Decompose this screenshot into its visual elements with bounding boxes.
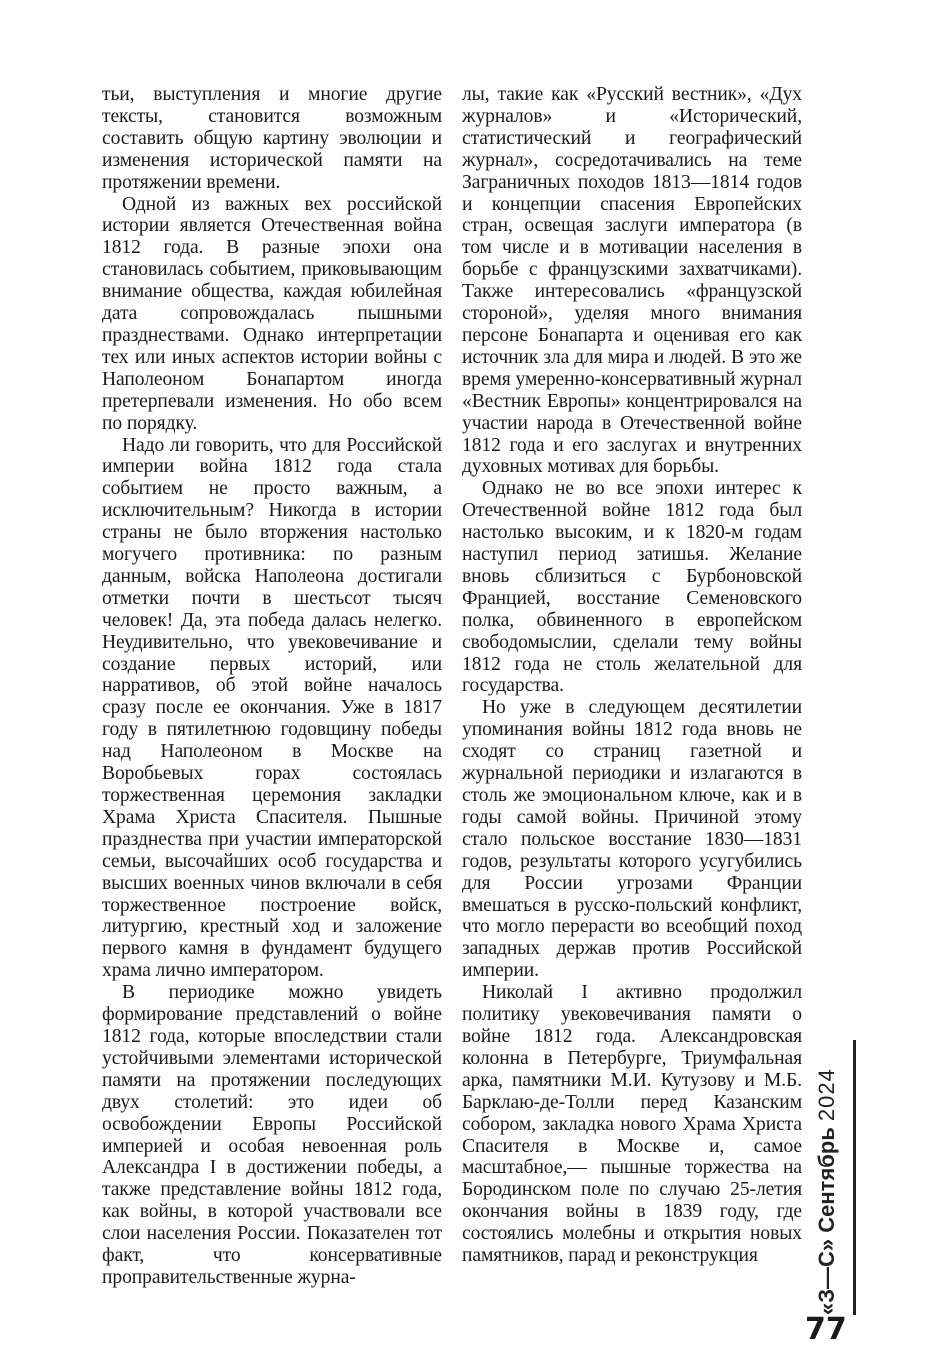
left-column — [102, 84, 442, 1289]
side-running-label — [805, 1035, 849, 1315]
paragraph: лы, такие как «Русский вестник», «Дух журналов» и «Исторический, статистический и географический журнал», сосредотачивались на теме Заграничных походов 1813—1814 годов и концепции спасения Европейских стран, освещая заслуги императора (в том числе и в мотивации населения в борьбе с французскими захватчиками). Также интересовались «французской стороной», уделяя много внимания персоне Бонапарта и оценивая его как источник зла для мира и людей. В это же время умеренно-консервативный журнал «Вестник Европы» концентрировался на участии народа в Отечественной войне 1812 года и его заслугах и внутренних духовных мотивах для борьбы. — [462, 84, 802, 478]
issue-month: Сентябрь — [814, 1127, 839, 1233]
paragraph: Николай I активно продолжил политику увековечивания памяти о войне 1812 года. Александровская колонна в Петербурге, Триумфальная арка, памятники М.И. Кутузову и М.Б. Барклаю-де-Толли перед Казанским собором, закладка нового Храма Христа Спасителя в Москве и, самое масштабное,— пышные торжества на Бородинском поле по случаю 25-летия окончания войны в 1839 году, где состоялись молебны и открытия новых памятников, парад и реконструкция — [462, 982, 802, 1267]
right-column — [462, 84, 802, 1267]
paragraph: Одной из важных вех российской истории является Отечественная война 1812 года. В разные эпохи она становилась событием, приковывающим внимание общества, каждая юбилейная дата сопровождалась пышными празднествами. Однако интерпретации тех или иных аспектов истории войны с Наполеоном Бонапартом иногда претерпевали изменения. Но обо всем по порядку. — [102, 193, 442, 434]
page-number: 77 — [805, 1312, 847, 1347]
paragraph: В периодике можно увидеть формирование представлений о войне 1812 года, которые впоследствии стали устойчивыми элементами исторической памяти на протяжении последующих двух столетий: это идеи об освобождении Европы Российской империей и особая невоенная роль Александра I в достижении победы, а также представление войны 1812 года, как войны, в которой участвовали все слои населения России. Показателен тот факт, что консервативные проправительственные журна- — [102, 982, 442, 1288]
paragraph: Надо ли говорить, что для Российской империи война 1812 года стала событием не просто важным, а исключительным? Никогда в истории страны не было вторжения настолько могучего противника: по разным данным, войска Наполеона достигали отметки почти в шестьсот тысяч человек! Да, эта победа далась нелегко. Неудивительно, что увековечивание и создание первых историй, или нарративов, об этой войне началось сразу после ее окончания. Уже в 1817 году в пятилетнюю годовщину победы над Наполеоном в Москве на Воробьевых горах состоялась торжественная церемония закладки Храма Христа Спасителя. Пышные празднества при участии императорской семьи, высочайших особ государства и высших военных чинов включали в себя торжественное построение войск, литургию, крестный ход и заложение первого камня в фундамент будущего храма лично императором. — [102, 434, 442, 982]
paragraph: Однако не во все эпохи интерес к Отечественной войне 1812 года был настолько высоким, и к 1820-м годам наступил период затишья. Желание вновь сблизиться с Бурбоновской Францией, восстание Семеновского полка, обвиненного в европейском свободомыслии, сделали тему войны 1812 года не столь желательной для государства. — [462, 478, 802, 697]
paragraph: Но уже в следующем десятилетии упоминания войны 1812 года вновь не сходят со страниц газетной и журнальной периодики и излагаются в столь же эмоциональном ключе, как и в годы самой войны. Причиной этому стало польское восстание 1830—1831 годов, результаты которого усугубились для России угрозами Франции вмешаться в русско-польский конфликт, что могло перерасти во всеобщий поход западных держав против Российской империи. — [462, 697, 802, 982]
side-divider-line — [853, 1040, 856, 1315]
magazine-name: «З—С» — [814, 1238, 839, 1315]
issue-year: 2024 — [814, 1068, 839, 1122]
paragraph: тьи, выступления и многие другие тексты, становится возможным составить общую картину эволюции и изменения исторической памяти на протяжении времени. — [102, 84, 442, 193]
